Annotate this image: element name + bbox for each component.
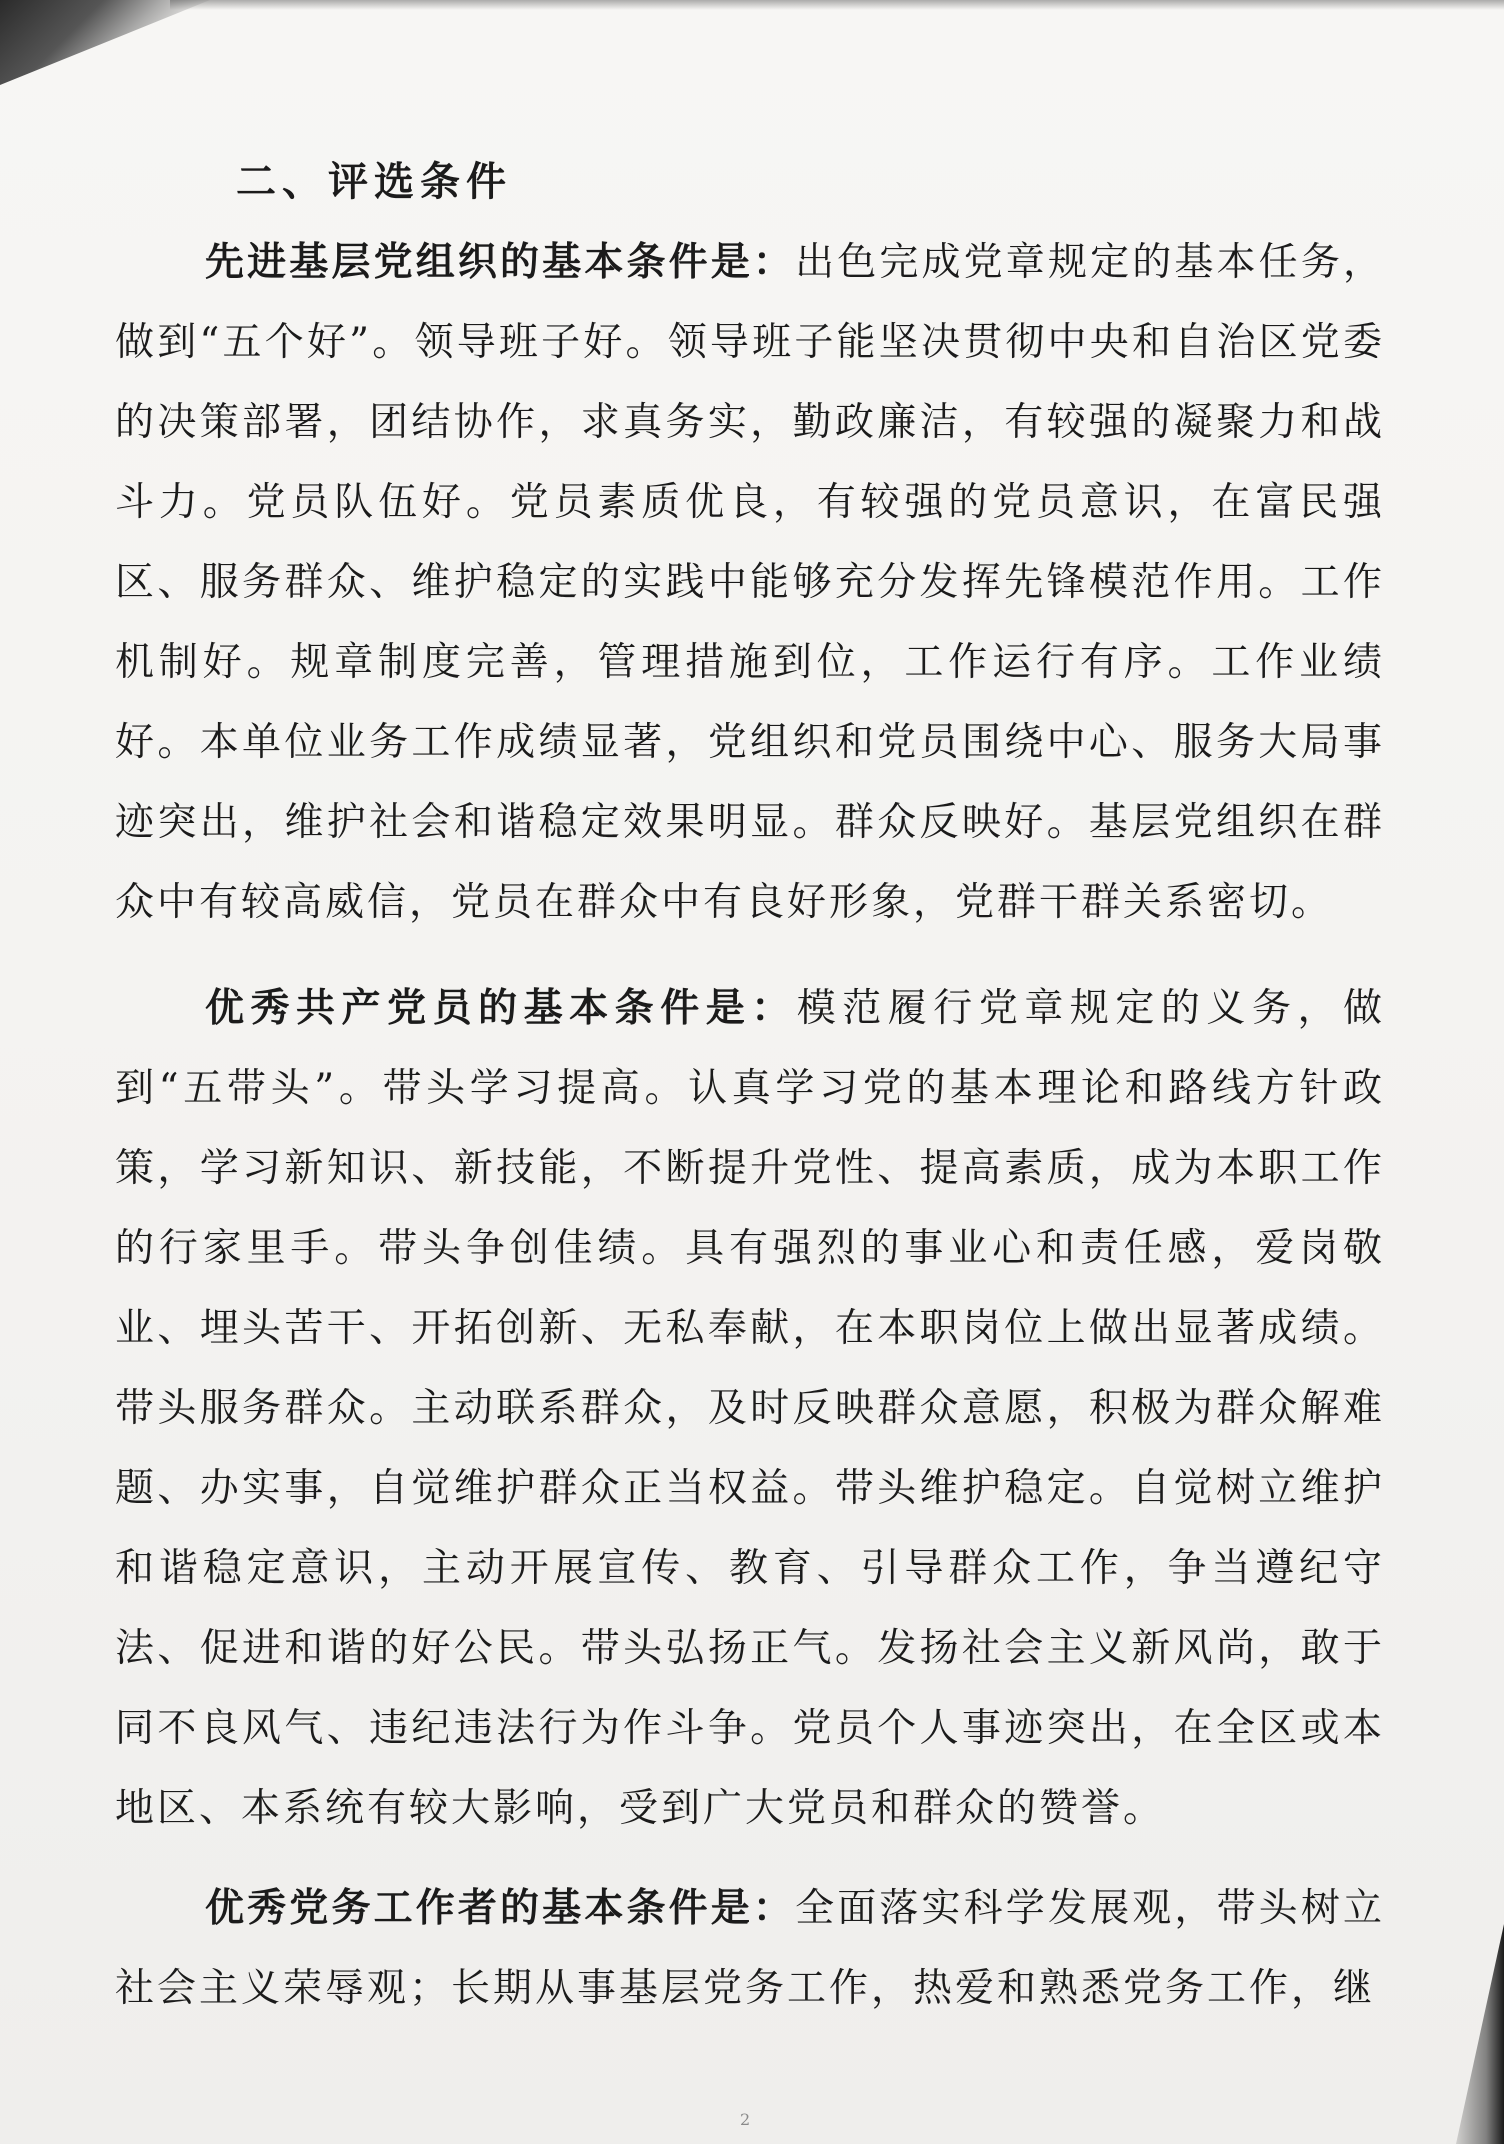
page-top-edge-shadow [170, 0, 1504, 10]
paragraph-lead: 优秀共产党员的基本条件是： [205, 985, 797, 1031]
paragraph-lead: 优秀党务工作者的基本条件是： [205, 1885, 796, 1931]
paragraph-body: 全面落实科学发展观，带头树立社会主义荣辱观；长期从事基层党务工作，热爱和熟悉党务工作，继 [115, 1886, 1385, 2011]
page-bottom-right-shadow [1444, 1924, 1504, 2144]
paragraph-outstanding-party-worker [115, 1868, 1385, 2029]
paragraph-body: 模范履行党章规定的义务，做到“五带头”。带头学习提高。认真学习党的基本理论和路线方针政策，学习新知识、新技能，不断提升党性、提高素质，成为本职工作的行家里手。带头争创佳绩。具有强烈的事业心和责任感，爱岗敬业、埋头苦干、开拓创新、无私奉献，在本职岗位上做出显著成绩。带头服务群众。主动联系群众，及时反映群众意愿，积极为群众解难题、办实事，自觉维护群众正当权益。带头维护稳定。自觉树立维护和谐稳定意识，主动开展宣传、教育、引导群众工作，争当遵纪守法、促进和谐的好公民。带头弘扬正气。发扬社会主义新风尚，敢于同不良风气、违纪违法行为作斗争。党员个人事迹突出，在全区或本地区、本系统有较大影响，受到广大党员和群众的赞誉。 [115, 986, 1385, 1831]
paragraph-body: 出色完成党章规定的基本任务，做到“五个好”。领导班子好。领导班子能坚决贯彻中央和自治区党委的决策部署，团结协作，求真务实，勤政廉洁，有较强的凝聚力和战斗力。党员队伍好。党员素质优良，有较强的党员意识，在富民强区、服务群众、维护稳定的实践中能够充分发挥先锋模范作用。工作机制好。规章制度完善，管理措施到位，工作运行有序。工作业绩好。本单位业务工作成绩显著，党组织和党员围绕中心、服务大局事迹突出，维护社会和谐稳定效果明显。群众反映好。基层党组织在群众中有较高威信，党员在群众中有良好形象，党群干群关系密切。 [115, 240, 1385, 925]
section-heading: 二、评选条件 [236, 158, 512, 205]
paragraph-advanced-party-organization [115, 222, 1385, 943]
page-number: 2 [740, 2110, 751, 2129]
paragraph-lead: 先进基层党组织的基本条件是： [205, 239, 796, 285]
page-corner-shadow [0, 0, 210, 85]
paragraph-outstanding-party-member [115, 968, 1385, 1849]
